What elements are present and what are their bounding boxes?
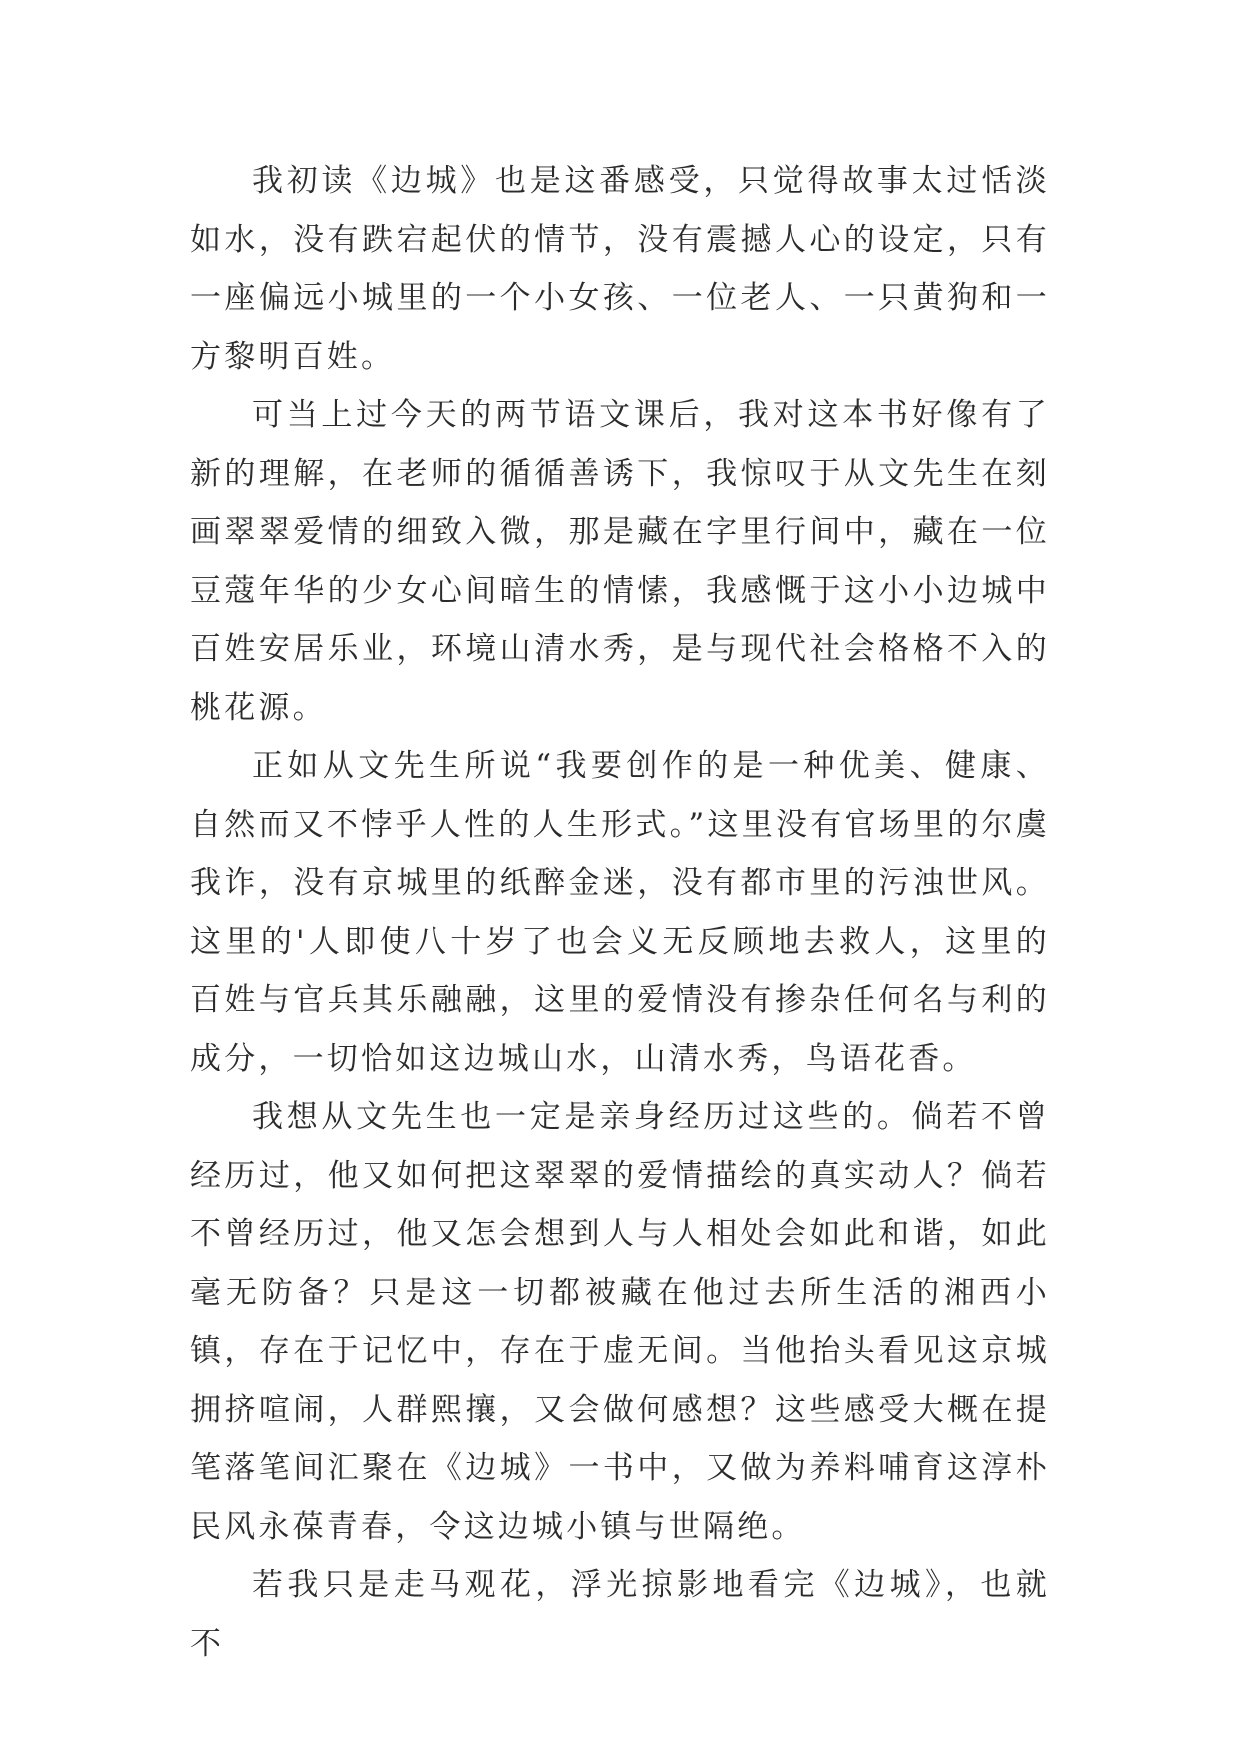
- paragraph-2: 可当上过今天的两节语文课后，我对这本书好像有了新的理解，在老师的循循善诱下，我惊叹于从文先生在刻画翠翠爱情的细致入微，那是藏在字里行间中，藏在一位豆蔻年华的少女心间暗生的情愫，我感慨于这小小边城中百姓安居乐业，环境山清水秀，是与现代社会格格不入的桃花源。: [190, 397, 1050, 726]
- document-body: [190, 152, 1050, 1673]
- paragraph-5: 若我只是走马观花，浮光掠影地看完《边城》，也就不: [190, 1567, 1050, 1662]
- paragraph-1: 我初读《边城》也是这番感受，只觉得故事太过恬淡如水，没有跌宕起伏的情节，没有震撼人心的设定，只有一座偏远小城里的一个小女孩、一位老人、一只黄狗和一方黎明百姓。: [190, 163, 1050, 375]
- paragraph-3: 正如从文先生所说“我要创作的是一种优美、健康、自然而又不悖乎人性的人生形式。”这里没有官场里的尔虞我诈，没有京城里的纸醉金迷，没有都市里的污浊世风。这里的'人即使八十岁了也会义无反顾地去救人，这里的百姓与官兵其乐融融，这里的爱情没有掺杂任何名与利的成分，一切恰如这边城山水，山清水秀，鸟语花香。: [190, 748, 1050, 1077]
- paragraph-4: 我想从文先生也一定是亲身经历过这些的。倘若不曾经历过，他又如何把这翠翠的爱情描绘的真实动人？倘若不曾经历过，他又怎会想到人与人相处会如此和谐，如此毫无防备？只是这一切都被藏在他过去所生活的湘西小镇，存在于记忆中，存在于虚无间。当他抬头看见这京城拥挤喧闹，人群熙攘，又会做何感想？这些感受大概在提笔落笔间汇聚在《边城》一书中，又做为养料哺育这淳朴民风永葆青春，令这边城小镇与世隔绝。: [190, 1099, 1050, 1545]
